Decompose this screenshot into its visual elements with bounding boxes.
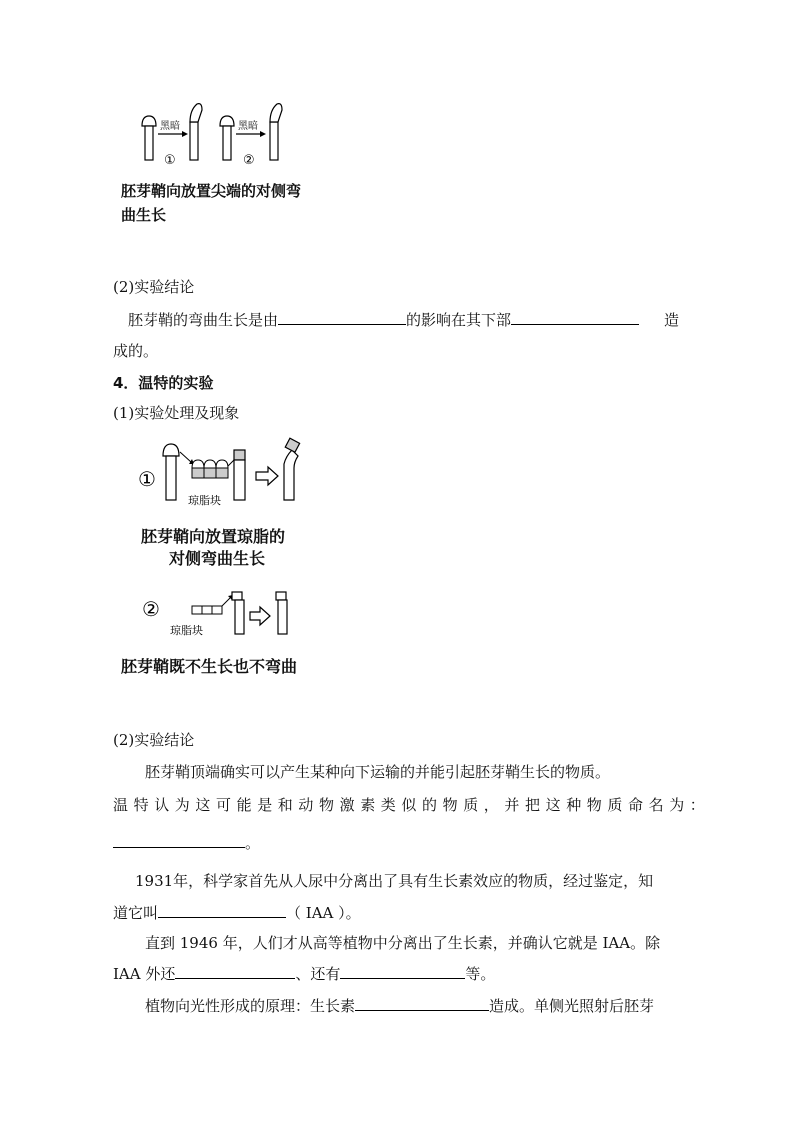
para-1946-line2a: IAA 外还 bbox=[113, 965, 176, 983]
sentence-part-b: 的影响在其下部 bbox=[406, 311, 512, 329]
blank-field-2[interactable] bbox=[511, 310, 639, 325]
figure4b-number: ② bbox=[142, 597, 160, 621]
figure4a-number: ① bbox=[138, 467, 156, 491]
bent-coleoptile-2 bbox=[270, 104, 282, 160]
conclusion-line-3-end: 。 bbox=[245, 834, 261, 852]
figure4b-caption: 胚芽鞘既不生长也不弯曲 bbox=[121, 657, 298, 676]
figure3-caption-line2: 曲生长 bbox=[121, 206, 167, 224]
para-phototropism-b: 造成。单侧光照射后胚芽 bbox=[489, 997, 655, 1015]
coleoptile-with-tip-1 bbox=[142, 116, 156, 160]
hollow-arrow bbox=[256, 467, 278, 485]
para-phototropism-line1 bbox=[145, 995, 654, 1016]
sentence-part-d: 成的。 bbox=[113, 342, 159, 360]
bent-coleoptile bbox=[284, 438, 300, 500]
blank-field-5[interactable] bbox=[175, 964, 295, 979]
para-1946-line2b: 、还有 bbox=[295, 965, 341, 983]
para-1946-line1: 直到 1946 年，人们才从高等植物中分离出了生长素，并确认它就是 IAA。除 bbox=[145, 934, 661, 952]
bent-coleoptile-1 bbox=[190, 104, 202, 160]
blank-field-4[interactable] bbox=[158, 903, 286, 918]
figure-went-experiment-1 bbox=[136, 436, 316, 514]
decapitated-coleoptile-plain-agar bbox=[232, 592, 244, 634]
figure-went-experiment-2 bbox=[140, 586, 300, 642]
agar-label-2: 琼脂块 bbox=[170, 624, 203, 637]
figure4a-caption-line1: 胚芽鞘向放置琼脂的 bbox=[141, 527, 286, 546]
para-phototropism-a: 植物向光性形成的原理：生长素 bbox=[145, 997, 356, 1015]
figure-dark-experiment bbox=[130, 96, 310, 171]
para-1931-line2b: （ IAA ）。 bbox=[286, 904, 361, 922]
sentence-part-c: 造 bbox=[664, 311, 680, 329]
conclusion-line-1: 胚芽鞘顶端确实可以产生某种向下运输的并能引起胚芽鞘生长的物质。 bbox=[145, 763, 611, 781]
para-1931-line2a: 道它叫 bbox=[113, 904, 159, 922]
conclusion-line-3 bbox=[113, 832, 260, 853]
unchanged-coleoptile bbox=[276, 592, 287, 634]
conclusion-heading-1: (2)实验结论 bbox=[113, 278, 195, 296]
sentence-part-a: 胚芽鞘的弯曲生长是由 bbox=[128, 311, 279, 329]
agar-blocks-plain bbox=[192, 606, 222, 614]
agar-blocks-with-tips bbox=[192, 460, 228, 478]
dark-label-2: 黑暗 bbox=[238, 121, 258, 132]
hollow-arrow-2 bbox=[250, 607, 270, 625]
conclusion-line-2: 温特认为这可能是和动物激素类似的物质，并把这种物质命名为： bbox=[113, 796, 711, 814]
coleoptile-tip bbox=[163, 444, 179, 500]
decapitated-coleoptile-with-agar bbox=[234, 450, 245, 500]
blank-field-1[interactable] bbox=[278, 310, 406, 325]
blank-field-6[interactable] bbox=[340, 964, 465, 979]
blank-field-7[interactable] bbox=[355, 996, 489, 1011]
section4-subheading: (1)实验处理及现象 bbox=[113, 404, 240, 422]
dark-label-1: 黑暗 bbox=[160, 121, 180, 132]
para-1946-line2c: 等。 bbox=[465, 965, 496, 983]
blank-field-3[interactable] bbox=[113, 833, 245, 848]
figure4a-caption-line2: 对侧弯曲生长 bbox=[169, 549, 266, 568]
figure3-caption-line1: 胚芽鞘向放置尖端的对侧弯 bbox=[121, 182, 302, 200]
para-1946-line2 bbox=[113, 963, 495, 984]
para-1931-line1: 1931年，科学家首先从人尿中分离出了具有生长素效应的物质，经过鉴定，知 bbox=[135, 872, 654, 890]
number-2: ② bbox=[243, 153, 255, 168]
para-1931-line2 bbox=[113, 902, 361, 923]
number-1: ① bbox=[164, 153, 176, 168]
conclusion-heading-2: (2)实验结论 bbox=[113, 731, 195, 749]
agar-label-1: 琼脂块 bbox=[188, 494, 221, 507]
conclusion-sentence-1 bbox=[128, 309, 639, 330]
section4-heading: 4．温特的实验 bbox=[113, 374, 214, 392]
coleoptile-with-tip-2 bbox=[220, 116, 234, 160]
